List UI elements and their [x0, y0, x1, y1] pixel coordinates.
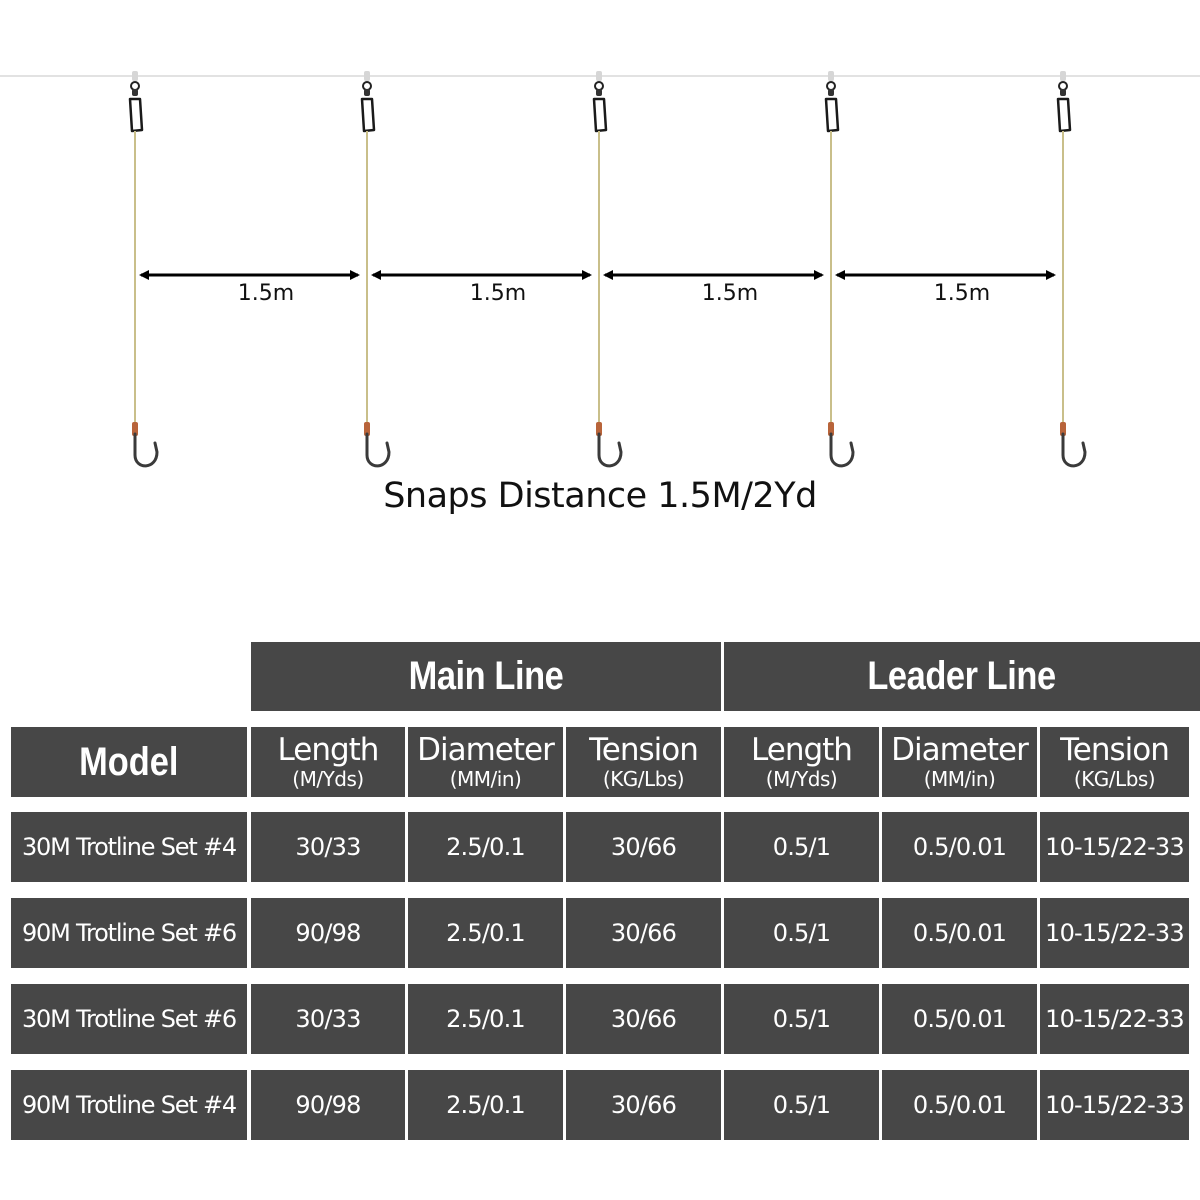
snap-assembly — [826, 71, 853, 466]
spec-cell — [1040, 898, 1189, 968]
column-header — [566, 727, 721, 797]
snap-icon — [362, 99, 374, 131]
spec-value: 10-15/22-33 — [1045, 1005, 1184, 1033]
snap-icon — [826, 99, 838, 131]
spec-value: 90/98 — [295, 1091, 361, 1119]
column-header-title: Diameter — [417, 732, 554, 768]
swivel-barrel — [596, 89, 602, 96]
column-header — [408, 727, 563, 797]
spec-cell — [566, 1070, 721, 1140]
spec-value: 10-15/22-33 — [1045, 833, 1184, 861]
snap-assembly — [362, 71, 389, 466]
spec-value: 0.5/0.01 — [912, 833, 1007, 861]
group-header-leader-line — [724, 642, 1200, 711]
spec-cell — [882, 1070, 1037, 1140]
column-header-unit: (MM/in) — [923, 767, 996, 791]
spec-cell — [724, 984, 879, 1054]
hook-icon — [367, 434, 389, 466]
snap-icon — [130, 99, 142, 131]
spec-cell — [251, 984, 405, 1054]
spec-value: 10-15/22-33 — [1045, 1091, 1184, 1119]
line-clip — [132, 71, 138, 81]
column-header-unit: (KG/Lbs) — [602, 767, 685, 791]
spec-value: 30/33 — [295, 1005, 361, 1033]
snap-assembly — [594, 71, 621, 466]
swivel-barrel — [132, 89, 138, 96]
hook-icon — [135, 434, 157, 466]
line-clip — [828, 71, 834, 81]
spec-value: 0.5/1 — [772, 1091, 831, 1119]
spec-value: 0.5/0.01 — [912, 919, 1007, 947]
spec-cell — [408, 898, 563, 968]
model-name: 90M Trotline Set #4 — [21, 1091, 236, 1119]
column-header-unit: (M/Yds) — [292, 767, 364, 791]
swivel-icon — [595, 82, 603, 90]
model-cell — [11, 898, 247, 968]
group-header-main-line — [251, 642, 721, 711]
spec-cell — [408, 984, 563, 1054]
model-name: 30M Trotline Set #6 — [21, 1005, 236, 1033]
spec-value: 0.5/1 — [772, 1005, 831, 1033]
spec-cell — [724, 898, 879, 968]
spec-value: 0.5/1 — [772, 833, 831, 861]
model-cell — [11, 1070, 247, 1140]
hook-icon — [599, 434, 621, 466]
group-header-label: Leader Line — [867, 654, 1057, 698]
spacing-label: 1.5m — [469, 281, 527, 306]
hook-icon — [1063, 434, 1085, 466]
swivel-barrel — [1060, 89, 1066, 96]
column-header-unit: (MM/in) — [449, 767, 522, 791]
spec-cell — [251, 1070, 405, 1140]
spec-value: 30/66 — [610, 833, 677, 861]
swivel-icon — [363, 82, 371, 90]
line-clip — [596, 71, 602, 81]
spec-cell — [566, 898, 721, 968]
column-header — [1040, 727, 1189, 797]
spec-value: 30/66 — [610, 1091, 677, 1119]
snap-icon — [1058, 99, 1070, 131]
spec-cell — [882, 898, 1037, 968]
column-header-unit: (M/Yds) — [765, 767, 838, 791]
model-header-label: Model — [79, 739, 179, 784]
snap-assembly — [1058, 71, 1085, 466]
spec-cell — [566, 984, 721, 1054]
group-header-label: Main Line — [408, 654, 564, 698]
column-header-title: Diameter — [891, 732, 1028, 768]
column-header — [882, 727, 1037, 797]
spec-value: 2.5/0.1 — [446, 833, 525, 861]
spec-cell — [408, 1070, 563, 1140]
model-name: 30M Trotline Set #4 — [21, 833, 236, 861]
spec-cell — [408, 812, 563, 882]
spec-value: 30/33 — [295, 833, 361, 861]
snap-icon — [594, 99, 606, 131]
trotline-diagram — [0, 0, 1200, 470]
model-name: 90M Trotline Set #6 — [21, 919, 236, 947]
spec-cell — [882, 984, 1037, 1054]
spec-value: 30/66 — [610, 919, 677, 947]
spec-cell — [1040, 1070, 1189, 1140]
spec-cell — [566, 812, 721, 882]
swivel-icon — [827, 82, 835, 90]
spec-value: 0.5/0.01 — [912, 1091, 1007, 1119]
spec-value: 0.5/1 — [772, 919, 831, 947]
spec-cell — [882, 812, 1037, 882]
swivel-icon — [131, 82, 139, 90]
spec-cell — [251, 898, 405, 968]
spec-cell — [724, 1070, 879, 1140]
spec-cell — [1040, 984, 1189, 1054]
line-clip — [1060, 71, 1066, 81]
model-column-header — [11, 727, 247, 797]
spec-value: 0.5/0.01 — [912, 1005, 1007, 1033]
model-cell — [11, 984, 247, 1054]
column-header — [724, 727, 879, 797]
column-header-title: Tension — [1060, 732, 1169, 768]
spacing-label: 1.5m — [933, 281, 991, 306]
column-header-title: Length — [751, 732, 852, 768]
hook-icon — [831, 434, 853, 466]
spacing-label: 1.5m — [237, 281, 295, 306]
snap-assembly — [130, 71, 157, 466]
spec-value: 2.5/0.1 — [446, 919, 525, 947]
spec-value: 2.5/0.1 — [446, 1005, 525, 1033]
spec-cell — [724, 812, 879, 882]
spec-cell — [1040, 812, 1189, 882]
spec-value: 30/66 — [610, 1005, 677, 1033]
column-header-title: Tension — [589, 732, 698, 768]
spec-cell — [251, 812, 405, 882]
spec-value: 10-15/22-33 — [1045, 919, 1184, 947]
swivel-icon — [1059, 82, 1067, 90]
column-header-unit: (KG/Lbs) — [1073, 767, 1156, 791]
spacing-label: 1.5m — [701, 281, 759, 306]
column-header — [251, 727, 405, 797]
line-clip — [364, 71, 370, 81]
spec-value: 90/98 — [295, 919, 361, 947]
diagram-caption: Snaps Distance 1.5M/2Yd — [383, 476, 817, 516]
column-header-title: Length — [277, 732, 379, 768]
model-cell — [11, 812, 247, 882]
spec-value: 2.5/0.1 — [446, 1091, 525, 1119]
swivel-barrel — [364, 89, 370, 96]
swivel-barrel — [828, 89, 834, 96]
